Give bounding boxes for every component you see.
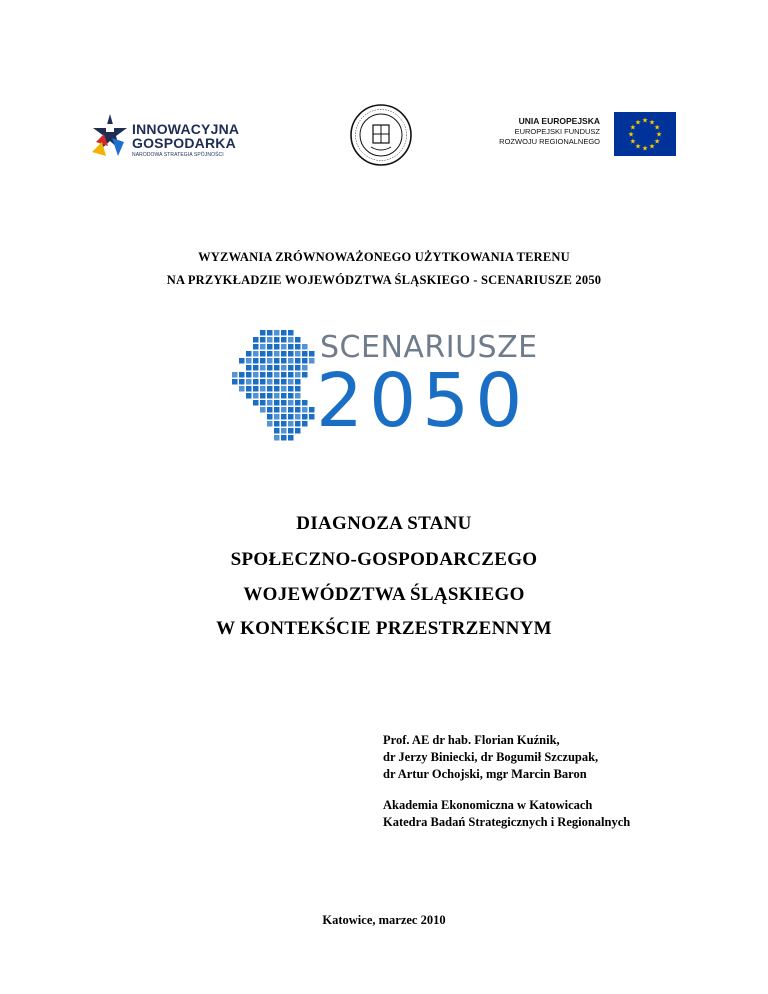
map-pixel [267,414,273,420]
main-title-line2: SPOŁECZNO-GOSPODARCZEGO [230,549,538,570]
map-pixel [260,386,266,392]
map-pixel [295,421,301,427]
map-pixel [274,330,280,336]
map-pixel [288,379,294,385]
eu-star-icon: ★ [648,118,656,127]
map-pixel [274,365,280,371]
map-pixel [267,344,273,350]
map-pixel [274,386,280,392]
eu-star-icon: ★ [648,142,656,151]
map-pixel [232,372,238,378]
map-pixel [267,379,273,385]
map-pixel [274,428,280,434]
map-pixel [274,358,280,364]
map-pixel [274,421,280,427]
map-pixel [288,344,294,350]
map-pixel [295,351,301,357]
map-pixel [288,400,294,406]
map-pixel [302,365,308,371]
map-pixel [267,421,273,427]
map-pixel [253,344,259,350]
affiliation-line1: Akademia Ekonomiczna w Katowicach [383,798,593,812]
map-pixel [253,400,259,406]
map-pixel [274,400,280,406]
map-pixel [260,365,266,371]
map-pixel [295,365,301,371]
map-pixel [302,421,308,427]
map-pixel [253,379,259,385]
map-pixel [281,337,287,343]
map-pixel [281,344,287,350]
map-pixel [281,358,287,364]
eu-line2: EUROPEJSKI FUNDUSZ [514,127,600,136]
academy-seal-logo [349,103,413,167]
map-pixel [260,344,266,350]
map-pixel [267,393,273,399]
project-title-line1: WYZWANIA ZRÓWNOWAŻONEGO UŻYTKOWANIA TERENU [198,250,570,264]
map-pixel [260,330,266,336]
map-pixel [295,337,301,343]
innowacyjna-line2: GOSPODARKA [132,135,236,151]
map-pixel [260,407,266,413]
map-pixel [302,400,308,406]
eu-star-icon: ★ [634,142,642,151]
map-pixel [267,372,273,378]
map-pixel [295,379,301,385]
map-pixel [274,379,280,385]
map-pixel [288,428,294,434]
eu-flag-icon [614,112,676,156]
map-pixel [295,344,301,350]
map-pixel [288,407,294,413]
map-pixel [260,337,266,343]
map-pixel [288,351,294,357]
map-pixel [239,358,245,364]
innowacyjna-line1: INNOWACYJNA [132,121,240,137]
eu-star-icon: ★ [627,130,635,139]
map-pixel [288,372,294,378]
map-pixel [295,372,301,378]
main-title-line3: WOJEWÓDZTWA ŚLĄSKIEGO [243,584,525,605]
map-pixel [274,435,280,441]
scenariusze-year: 2050 [316,358,529,444]
map-pixel [295,386,301,392]
eu-star-icon: ★ [629,123,637,132]
map-pixel [309,407,315,413]
map-pixel [281,372,287,378]
eu-star-icon: ★ [653,137,661,146]
eu-star-icon: ★ [641,144,649,153]
map-pixel [281,351,287,357]
map-pixel [288,337,294,343]
map-pixel [253,386,259,392]
map-pixel [302,344,308,350]
map-pixel [288,386,294,392]
map-pixel [295,428,301,434]
map-pixel [260,358,266,364]
main-title-line1: DIAGNOZA STANU [296,513,472,534]
map-pixel [253,365,259,371]
map-pixel [253,372,259,378]
map-pixel [281,407,287,413]
scenariusze-word: SCENARIUSZE [320,330,538,365]
map-pixel [288,414,294,420]
map-pixel [309,414,315,420]
eu-line1: UNIA EUROPEJSKA [518,116,600,126]
map-pixel [281,428,287,434]
map-pixel [267,351,273,357]
map-pixel [260,372,266,378]
map-pixel [281,435,287,441]
map-pixel [267,407,273,413]
eu-star-icon: ★ [641,116,649,125]
map-pixel [281,365,287,371]
map-pixel [260,393,266,399]
author-line3: dr Artur Ochojski, mgr Marcin Baron [383,767,587,781]
map-pixel [274,407,280,413]
map-pixel [260,400,266,406]
map-pixel [288,435,294,441]
map-pixel [288,365,294,371]
affiliation-line2: Katedra Badań Strategicznych i Regionalnych [383,815,631,829]
map-pixel [302,351,308,357]
eu-logo [486,112,676,158]
map-pixel [288,421,294,427]
map-pixel [267,330,273,336]
map-pixel [288,330,294,336]
map-pixel [281,400,287,406]
map-pixel [309,351,315,357]
map-pixel [246,372,252,378]
project-title-line2: NA PRZYKŁADZIE WOJEWÓDZTWA ŚLĄSKIEGO - SCENARIUSZE 2050 [166,273,602,287]
innowacyjna-line3: NARODOWA STRATEGIA SPÓJNOŚCI [132,152,224,158]
map-pixel [246,379,252,385]
map-pixel [281,330,287,336]
map-pixel [309,358,315,364]
silesia-pixel-map-icon [232,328,320,443]
map-pixel [246,386,252,392]
map-pixel [260,379,266,385]
map-pixel [288,393,294,399]
academy-seal-icon [349,103,413,167]
map-pixel [246,351,252,357]
map-pixel [274,344,280,350]
map-pixel [253,351,259,357]
map-pixel [302,358,308,364]
eu-star-icon: ★ [653,123,661,132]
map-pixel [267,358,273,364]
map-pixel [274,351,280,357]
map-pixel [281,414,287,420]
map-pixel [302,414,308,420]
map-pixel [253,358,259,364]
map-pixel [295,393,301,399]
map-pixel [246,365,252,371]
map-pixel [267,365,273,371]
map-pixel [260,351,266,357]
map-pixel [253,337,259,343]
map-pixel [239,386,245,392]
eu-star-icon: ★ [634,118,642,127]
map-pixel [232,379,238,385]
map-pixel [281,379,287,385]
map-pixel [295,414,301,420]
map-pixel [239,372,245,378]
map-pixel [302,372,308,378]
place-date: Katowice, marzec 2010 [322,913,446,927]
eu-star-icon: ★ [655,130,663,139]
map-pixel [281,393,287,399]
innowacyjna-gospodarka-star-icon [90,112,128,160]
map-pixel [274,337,280,343]
map-pixel [274,372,280,378]
map-pixel [267,337,273,343]
main-title-line4: W KONTEKŚCIE PRZESTRZENNYM [216,618,552,639]
map-pixel [302,407,308,413]
map-pixel [274,393,280,399]
scenariusze-2050-logo [232,328,538,444]
eu-star-icon: ★ [629,137,637,146]
map-pixel [246,358,252,364]
map-pixel [267,386,273,392]
eu-text [499,116,600,147]
map-pixel [239,379,245,385]
eu-line3: ROZWOJU REGIONALNEGO [499,137,600,146]
map-pixel [288,358,294,364]
innowacyjna-gospodarka-logo [90,112,260,162]
author-line1: Prof. AE dr hab. Florian Kuźnik, [383,733,560,747]
map-pixel [295,400,301,406]
map-pixel [253,393,259,399]
map-pixel [246,393,252,399]
author-line2: dr Jerzy Biniecki, dr Bogumił Szczupak, [383,750,599,764]
map-pixel [295,407,301,413]
map-pixel [295,358,301,364]
map-pixel [281,386,287,392]
map-pixel [274,414,280,420]
map-pixel [267,400,273,406]
map-pixel [281,421,287,427]
